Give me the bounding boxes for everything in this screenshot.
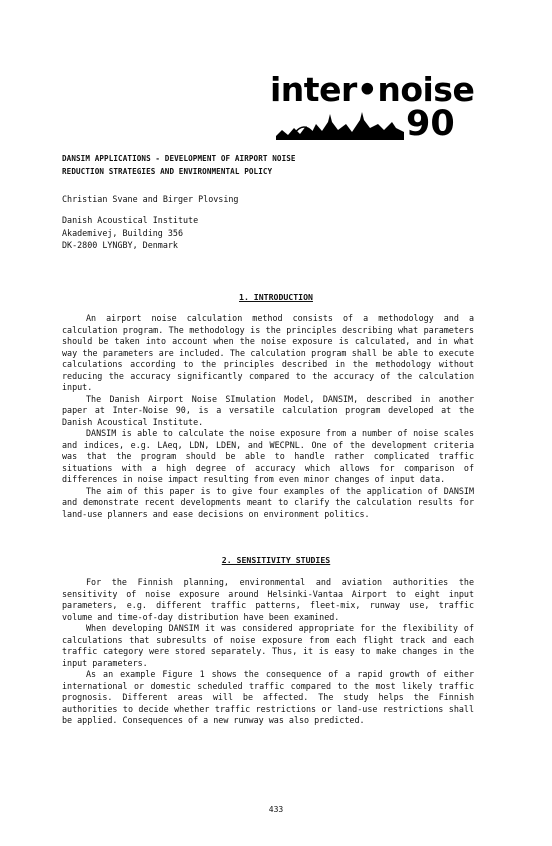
paper-title-line-1: DANSIM APPLICATIONS - DEVELOPMENT OF AIRPORT NOISE [62,154,296,163]
paragraph: For the Finnish planning, environmental and aviation authorities the sensitivity of noise exposure around Helsinki-Vantaa Airport to eight input parameters, e.g. different traffic patterns, fleet-mix, runway use, traffic volume and time-of-day distribution have been examined. [62,577,474,622]
section-heading-introduction: 1. INTRODUCTION [239,292,313,302]
affiliation-institute: Danish Acoustical Institute [62,215,199,225]
paragraph: As an example Figure 1 shows the consequence of a rapid growth of either international or domestic scheduled traffic compared to the most likely traffic prognosis. Different areas will be affected. The study helps the Finnish authorities to decide whether traffic restrictions or land-use restrictions shall be applied. Consequences of a new runway was also predicted. [62,669,474,725]
paragraph: An airport noise calculation method consists of a methodology and a calculation program. The methodology is the principles describing what parameters should be taken into account when the noise exposure is calculated, and in what way the parameters are included. The calculation program shall be able to execute calculations according to the principles described in the methodology without reducing the accuracy significantly compared to the accuracy of the calculation input. [62,313,474,392]
paragraph: When developing DANSIM it was considered appropriate for the flexibility of calculations that subresults of noise exposure from each flight track and each traffic category were stored separately. Thus, it is easy to make changes in the input parameters. [62,623,474,668]
affiliation-city: DK-2800 LYNGBY, Denmark [62,240,178,250]
logo-skyline-illustration [276,110,404,140]
introduction-body [62,313,474,520]
authors: Christian Svane and Birger Plovsing [62,194,239,204]
paper-title-line-2: REDUCTION STRATEGIES AND ENVIRONMENTAL POLICY [62,167,273,176]
logo-year: 90 [406,104,455,144]
section-heading-sensitivity-studies: 2. SENSITIVITY STUDIES [221,555,331,565]
paragraph: DANSIM is able to calculate the noise exposure from a number of noise scales and indices, e.g. LAeq, LDN, LDEN, and WECPNL. One of the development criteria was that the program should be able to handle rather complicated traffic situations with a high degree of accuracy which allows for comparison of differences in noise impact resulting from even minor changes of input data. [62,428,474,484]
paragraph: The Danish Airport Noise SImulation Model, DANSIM, described in another paper at Inter-Noise 90, is a versatile calculation program developed at the Danish Acoustical Institute. [62,393,474,427]
affiliation-street: Akademivej, Building 356 [62,228,184,238]
inter-noise-90-logo [268,70,475,144]
logo-wordmark: inter•noise [270,70,475,109]
paragraph: The aim of this paper is to give four examples of the application of DANSIM and demonstrate recent developments meant to clarify the calculation results for land-use planners and ease decisions on environment politics. [62,485,474,519]
page-number: 433 [268,805,284,814]
sensitivity-studies-body [62,577,474,727]
